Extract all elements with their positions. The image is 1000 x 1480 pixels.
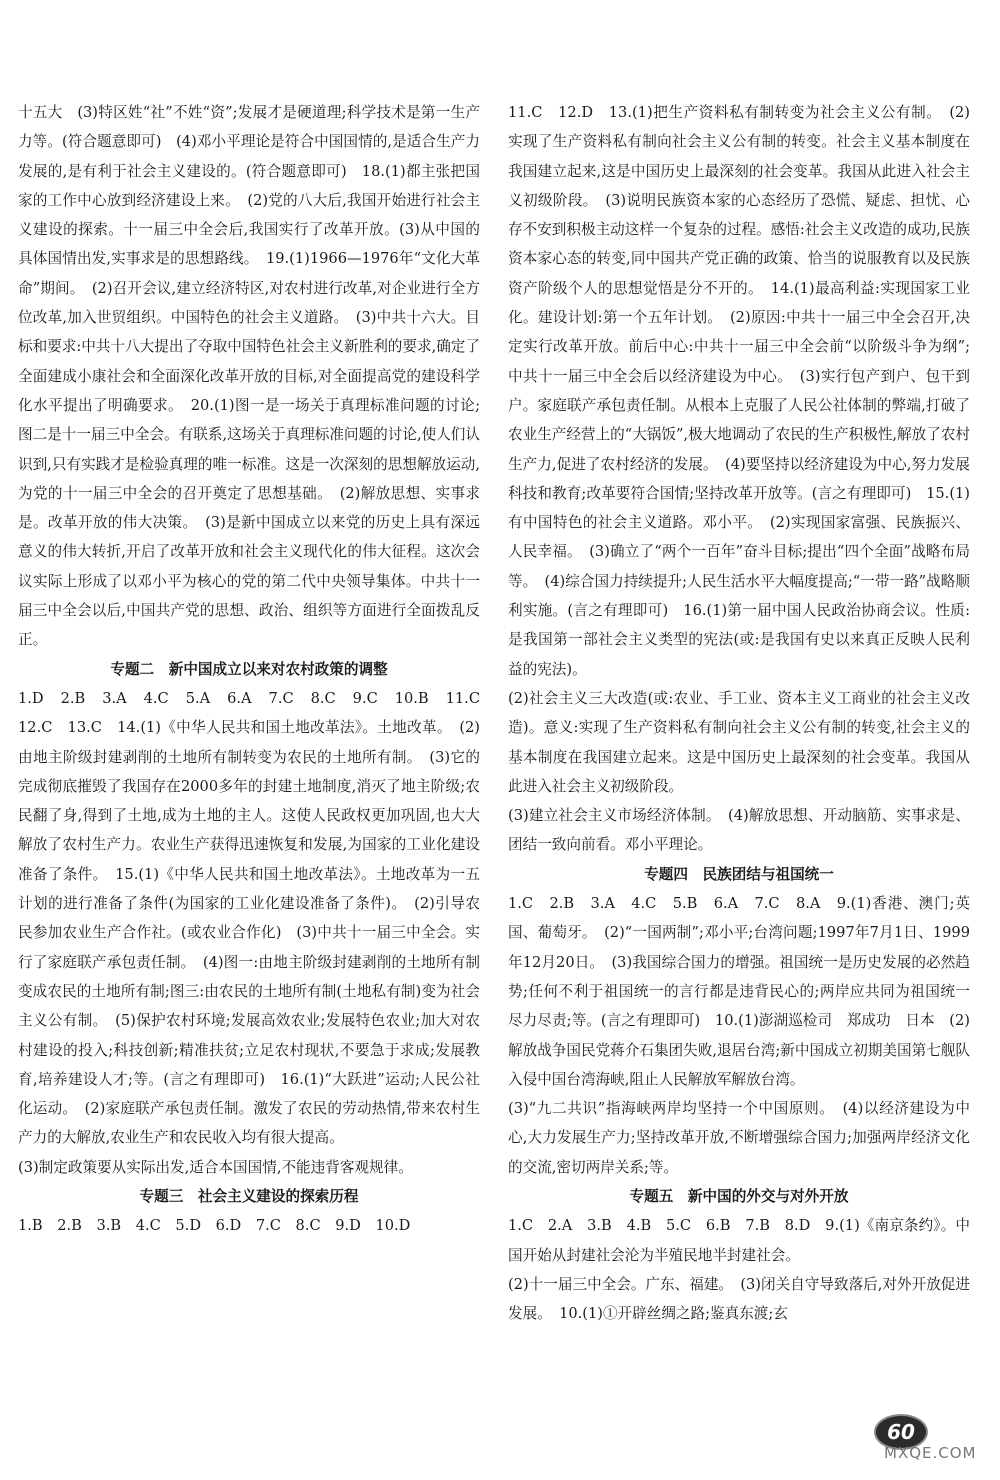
answer-paragraph: 1.C 2.B 3.A 4.C 5.B 6.A 7.C 8.A 9.(1)香港、澳门;英国、葡萄牙。 (2)“一国两制”;邓小平;台湾问题;1997年7月1日、1999年12月20日。 (3)我国综合国力的增强。祖国统一是历史发展的必然趋势;任何不利于祖国统一的言行都是违背民心的;两岸应共同为祖国统一尽力尽责;等。(言之有理即可) 10.(1)澎湖巡检司 郑成功 日本 (2)解放战争国民党蒋介石集团失败,退居台湾;新中国成立初期美国第七舰队入侵中国台湾海峡,阻止人民解放军解放台湾。 xyxy=(508,895,970,1088)
left-column xyxy=(18,98,495,1241)
section-heading-2: 专题二 新中国成立以来对农村政策的调整 xyxy=(110,660,388,678)
page-number-badge: 60 xyxy=(874,1414,928,1450)
section-heading-5: 专题五 新中国的外交与对外开放 xyxy=(629,1187,849,1205)
answer-paragraph: (3)制定政策要从实际出发,适合本国国情,不能违背客观规律。 xyxy=(18,1158,413,1176)
answer-paragraph: (2)十一届三中全会。广东、福建。 (3)闭关自守导致落后,对外开放促进发展。 10.(1)①开辟丝绸之路;鉴真东渡;玄 xyxy=(508,1275,970,1323)
answer-paragraph: 1.C 2.A 3.B 4.B 5.C 6.B 7.B 8.D 9.(1)《南京条约》。中国开始从封建社会沦为半殖民地半封建社会。 xyxy=(508,1217,970,1264)
section-heading-4: 专题四 民族团结与祖国统一 xyxy=(644,865,834,883)
answer-paragraph: 十五大 (3)特区姓“社”不姓“资”;发展才是硬道理;科学技术是第一生产力等。(符合题意即可) (4)邓小平理论是符合中国国情的,是适合生产力发展的,是有利于社会主义建设的。(符合题意即可) 18.(1)都主张把国家的工作中心放到经济建设上来。 (2)党的八大后,我国开始进行社会主义建设的探索。十一届三中全会后,我国实行了改革开放。(3)从中国的具体国情出发,实事求是的思想路线。 19.(1)1966—1976年“文化大革命”期间。 (2)召开会议,建立经济特区,对农村进行改革,对企业进行全方位改革,加入世贸组织。中国特色的社会主义道路。 (3)中共十六大。目标和要求:中共十八大提出了夺取中国特色社会主义新胜利的要求,确定了全面建成小康社会和全面深化改革开放的目标,对全面提高党的建设科学化水平提出了明确要求。 20.(1)图一是一场关于真理标准问题的讨论;图二是十一届三中全会。有联系,这场关于真理标准问题的讨论,使人们认识到,只有实践才是检验真理的唯一标准。这是一次深刻的思想解放运动,为党的十一届三中全会的召开奠定了思想基础。 (2)解放思想、实事求是。改革开放的伟大决策。 (3)是新中国成立以来党的历史上具有深远意义的伟大转折,开启了改革开放和社会主义现代化的伟大征程。这次会议实际上形成了以邓小平为核心的党的第二代中央领导集体。中共十一届三中全会以后,中国共产党的思想、政治、组织等方面进行全面拨乱反正。 xyxy=(18,104,480,649)
right-column xyxy=(508,98,970,1328)
answer-paragraph: (3)“九二共识”指海峡两岸均坚持一个中国原则。 (4)以经济建设为中心,大力发展生产力;坚持改革开放,不断增强综合国力;加强两岸经济文化的交流,密切两岸关系;等。 xyxy=(508,1100,970,1176)
answer-paragraph: 1.B 2.B 3.B 4.C 5.D 6.D 7.C 8.C 9.D 10.D xyxy=(18,1217,411,1235)
answer-paragraph: (2)社会主义三大改造(或:农业、手工业、资本主义工商业的社会主义改造)。意义:实现了生产资料私有制向社会主义公有制的转变,社会主义的基本制度在我国建立起来。这是中国历史上最深刻的社会变革。我国从此进入社会主义初级阶段。 xyxy=(508,689,970,795)
answer-paragraph: (3)建立社会主义市场经济体制。 (4)解放思想、开动脑筋、实事求是、团结一致向前看。邓小平理论。 xyxy=(508,807,970,854)
section-heading-3: 专题三 社会主义建设的探索历程 xyxy=(139,1187,359,1205)
answer-paragraph: 1.D 2.B 3.A 4.C 5.A 6.A 7.C 8.C 9.C 10.B 11.C 12.C 13.C 14.(1)《中华人民共和国土地改革法》。土地改革。 (2)由地主阶级封建剥削的土地所有制转变为农民的土地所有制。 (3)它的完成彻底摧毁了我国存在2000多年的封建土地制度,消灭了地主阶级;农民翻了身,得到了土地,成为土地的主人。这使人民政权更加巩固,也大大解放了农村生产力。农业生产获得迅速恢复和发展,为国家的工业化建设准备了条件。 15.(1)《中华人民共和国土地改革法》。土地改革为一五计划的进行准备了条件(为国家的工业化建设准备了条件)。 (2)引导农民参加农业生产合作社。(或农业合作化) (3)中共十一届三中全会。实行了家庭联产承包责任制。 (4)图一:由地主阶级封建剥削的土地所有制变成农民的土地所有制;图三:由农民的土地所有制(土地私有制)变为社会主义公有制。 (5)保护农村环境;发展高效农业;发展特色农业;加大对农村建设的投入;科技创新;精准扶贫;立足农村现状,不要急于求成;发展教育,培养建设人才;等。(言之有理即可) 16.(1)“大跃进”运动;人民公社化运动。 (2)家庭联产承包责任制。激发了农民的劳动热情,带来农村生产力的大解放,农业生产和农民收入均有很大提高。 xyxy=(18,689,495,1147)
watermark: MXQE.COM xyxy=(884,1444,977,1462)
answer-paragraph: 11.C 12.D 13.(1)把生产资料私有制转变为社会主义公有制。 (2)实现了生产资料私有制向社会主义公有制的转变。社会主义基本制度在我国建立起来,这是中国历史上最深刻的社会变革。我国从此进入社会主义初级阶段。 (3)说明民族资本家的心态经历了恐慌、疑虑、担忧、心存不安到积极主动这样一个复杂的过程。感悟:社会主义改造的成功,民族资本家心态的转变,同中国共产党正确的政策、恰当的说服教育以及民族资产阶级个人的思想觉悟是分不开的。 14.(1)最高利益:实现国家工业化。建设计划:第一个五年计划。 (2)原因:中共十一届三中全会召开,决定实行改革开放。前后中心:中共十一届三中全会前“以阶级斗争为纲”;中共十一届三中全会后以经济建设为中心。 (3)实行包产到户、包干到户。家庭联产承包责任制。从根本上克服了人民公社体制的弊端,打破了农业生产经营上的“大锅饭”,极大地调动了农民的生产积极性,解放了农村生产力,促进了农村经济的发展。 (4)要坚持以经济建设为中心,努力发展科技和教育;改革要符合国情;坚持改革开放等。(言之有理即可) 15.(1)有中国特色的社会主义道路。邓小平。 (2)实现国家富强、民族振兴、人民幸福。 (3)确立了“两个一百年”奋斗目标;提出“四个全面”战略布局等。 (4)综合国力持续提升;人民生活水平大幅度提高;“一带一路”战略顺利实施。(言之有理即可) 16.(1)第一届中国人民政治协商会议。性质:是我国第一部社会主义类型的宪法(或:是我国有史以来真正反映人民利益的宪法)。 xyxy=(508,104,971,678)
